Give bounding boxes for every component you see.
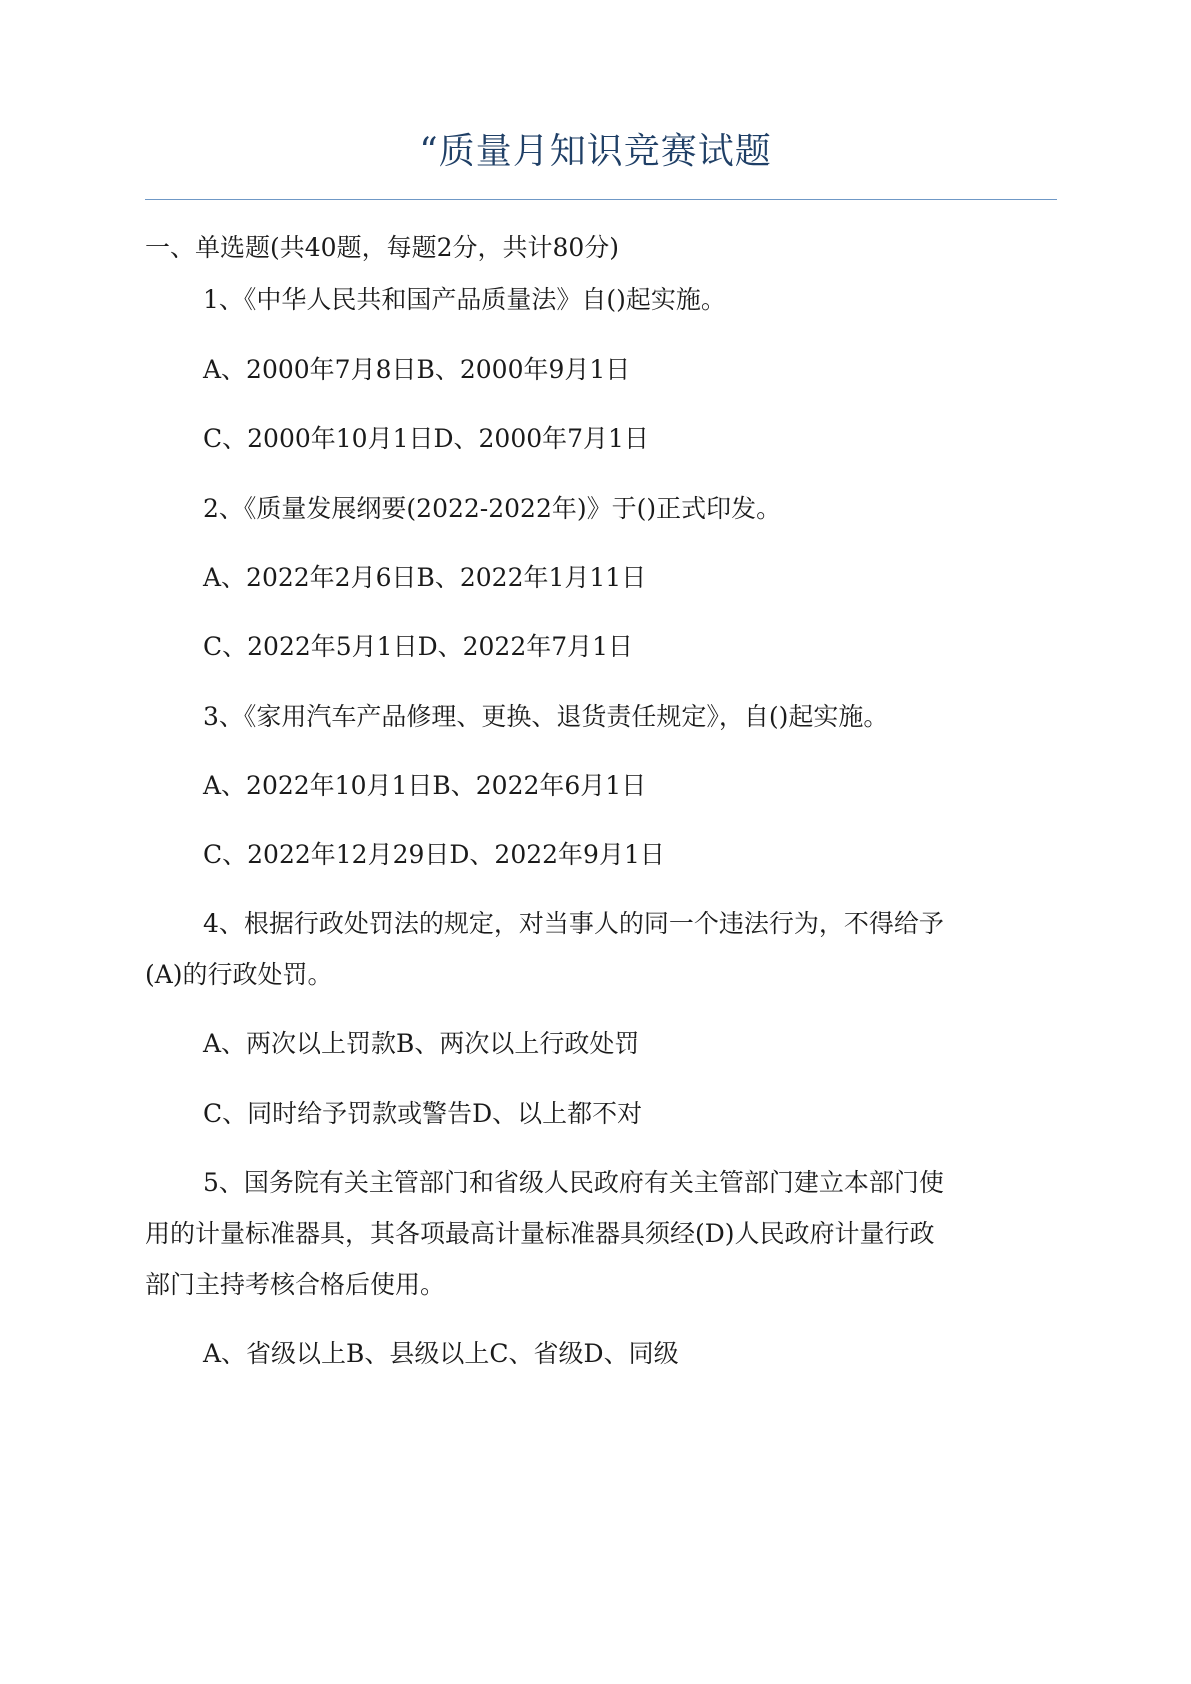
question-2-text: 2、《质量发展纲要(2022-2022年)》于()正式印发。 xyxy=(203,494,782,523)
question-4-text-line-1: 4、根据行政处罚法的规定，对当事人的同一个违法行为，不得给予 xyxy=(203,909,944,938)
question-1-text: 1、《中华人民共和国产品质量法》自()起实施。 xyxy=(203,285,726,314)
page-title: “质量月知识竞赛试题 xyxy=(419,131,772,172)
question-3-options-ab: A、2022年10月1日B、2022年6月1日 xyxy=(203,771,647,800)
question-5-text-line-3: 部门主持考核合格后使用。 xyxy=(145,1270,446,1299)
question-1-options-ab: A、2000年7月8日B、2000年9月1日 xyxy=(203,355,631,384)
title-divider xyxy=(145,199,1057,200)
question-1-options-cd: C、2000年10月1日D、2000年7月1日 xyxy=(203,424,649,453)
question-5-text-line-2: 用的计量标准器具，其各项最高计量标准器具须经(D)人民政府计量行政 xyxy=(145,1219,935,1248)
question-2-options-ab: A、2022年2月6日B、2022年1月11日 xyxy=(203,563,647,592)
section-heading: 一、单选题(共40题，每题2分，共计80分) xyxy=(145,233,620,262)
question-2-options-cd: C、2022年5月1日D、2022年7月1日 xyxy=(203,632,634,661)
question-5-options: A、省级以上B、县级以上C、省级D、同级 xyxy=(203,1339,679,1368)
question-4-text-line-2: (A)的行政处罚。 xyxy=(145,960,333,989)
question-4-options-ab: A、两次以上罚款B、两次以上行政处罚 xyxy=(203,1029,640,1058)
question-5-text-line-1: 5、国务院有关主管部门和省级人民政府有关主管部门建立本部门使 xyxy=(203,1168,944,1197)
question-3-options-cd: C、2022年12月29日D、2022年9月1日 xyxy=(203,840,665,869)
question-3-text: 3、《家用汽车产品修理、更换、退货责任规定》，自()起实施。 xyxy=(203,702,889,731)
question-4-options-cd: C、同时给予罚款或警告D、以上都不对 xyxy=(203,1099,643,1128)
